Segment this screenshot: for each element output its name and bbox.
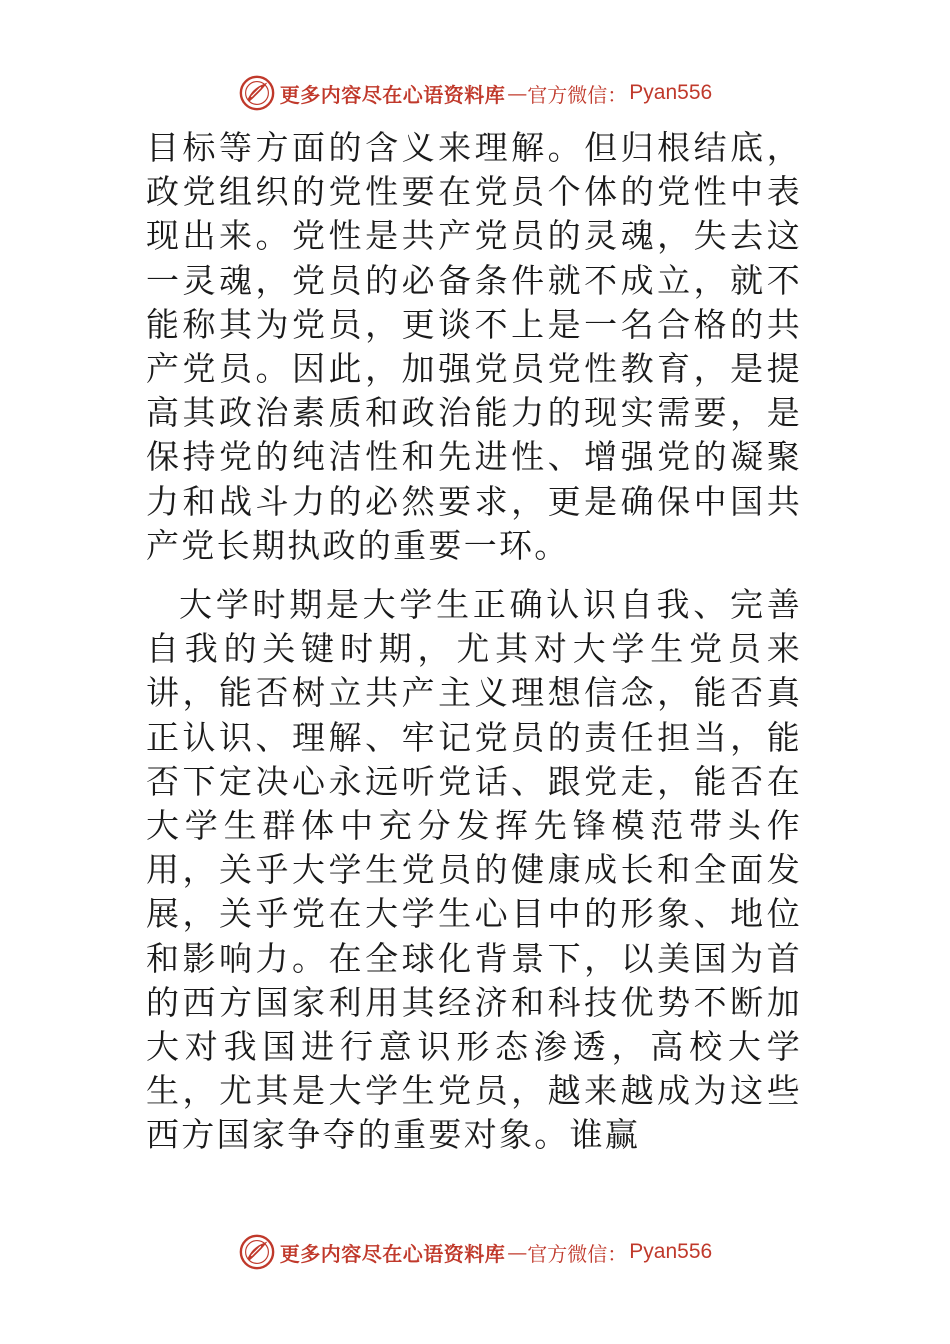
footer-separator: — (507, 1240, 526, 1264)
document-body (146, 126, 802, 1158)
red-seal-logo-icon (238, 74, 276, 112)
paragraph-2: 大学时期是大学生正确认识自我、完善自我的关键时期，尤其对大学生党员来讲，能否树立共产主义理想信念，能否真正认识、理解、牢记党员的责任担当，能否下定决心永远听党话、跟党走，能否在大学生群体中充分发挥先锋模范带头作用，关乎大学生党员的健康成长和全面发展，关乎党在大学生心目中的形象、地位和影响力。在全球化背景下，以美国为首的西方国家利用其经济和科技优势不断加大对我国进行意识形态渗透，高校大学生，尤其是大学生党员，越来越成为这些西方国家争夺的重要对象。谁赢 (146, 585, 802, 1155)
footer-brand-text: 更多内容尽在心语资料库 (279, 1241, 506, 1266)
header-wechat-label: 官方微信： (527, 82, 628, 107)
header-wechat-id: Pyan556 (629, 81, 713, 104)
red-seal-logo-icon (238, 1233, 276, 1271)
footer-wechat-id: Pyan556 (629, 1240, 713, 1263)
footer-banner (0, 1230, 950, 1274)
header-brand-text: 更多内容尽在心语资料库 (279, 82, 506, 107)
paragraph-1: 目标等方面的含义来理解。但归根结底，政党组织的党性要在党员个体的党性中表现出来。党性是共产党员的灵魂，失去这一灵魂，党员的必备条件就不成立，就不能称其为党员，更谈不上是一名合格的共产党员。因此，加强党员党性教育，是提高其政治素质和政治能力的现实需要，是保持党的纯洁性和先进性、增强党的凝聚力和战斗力的必然要求，更是确保中国共产党长期执政的重要一环。 (146, 128, 802, 565)
footer-wechat-label: 官方微信： (527, 1241, 628, 1266)
header-separator: — (507, 81, 526, 105)
header-banner (0, 71, 950, 115)
